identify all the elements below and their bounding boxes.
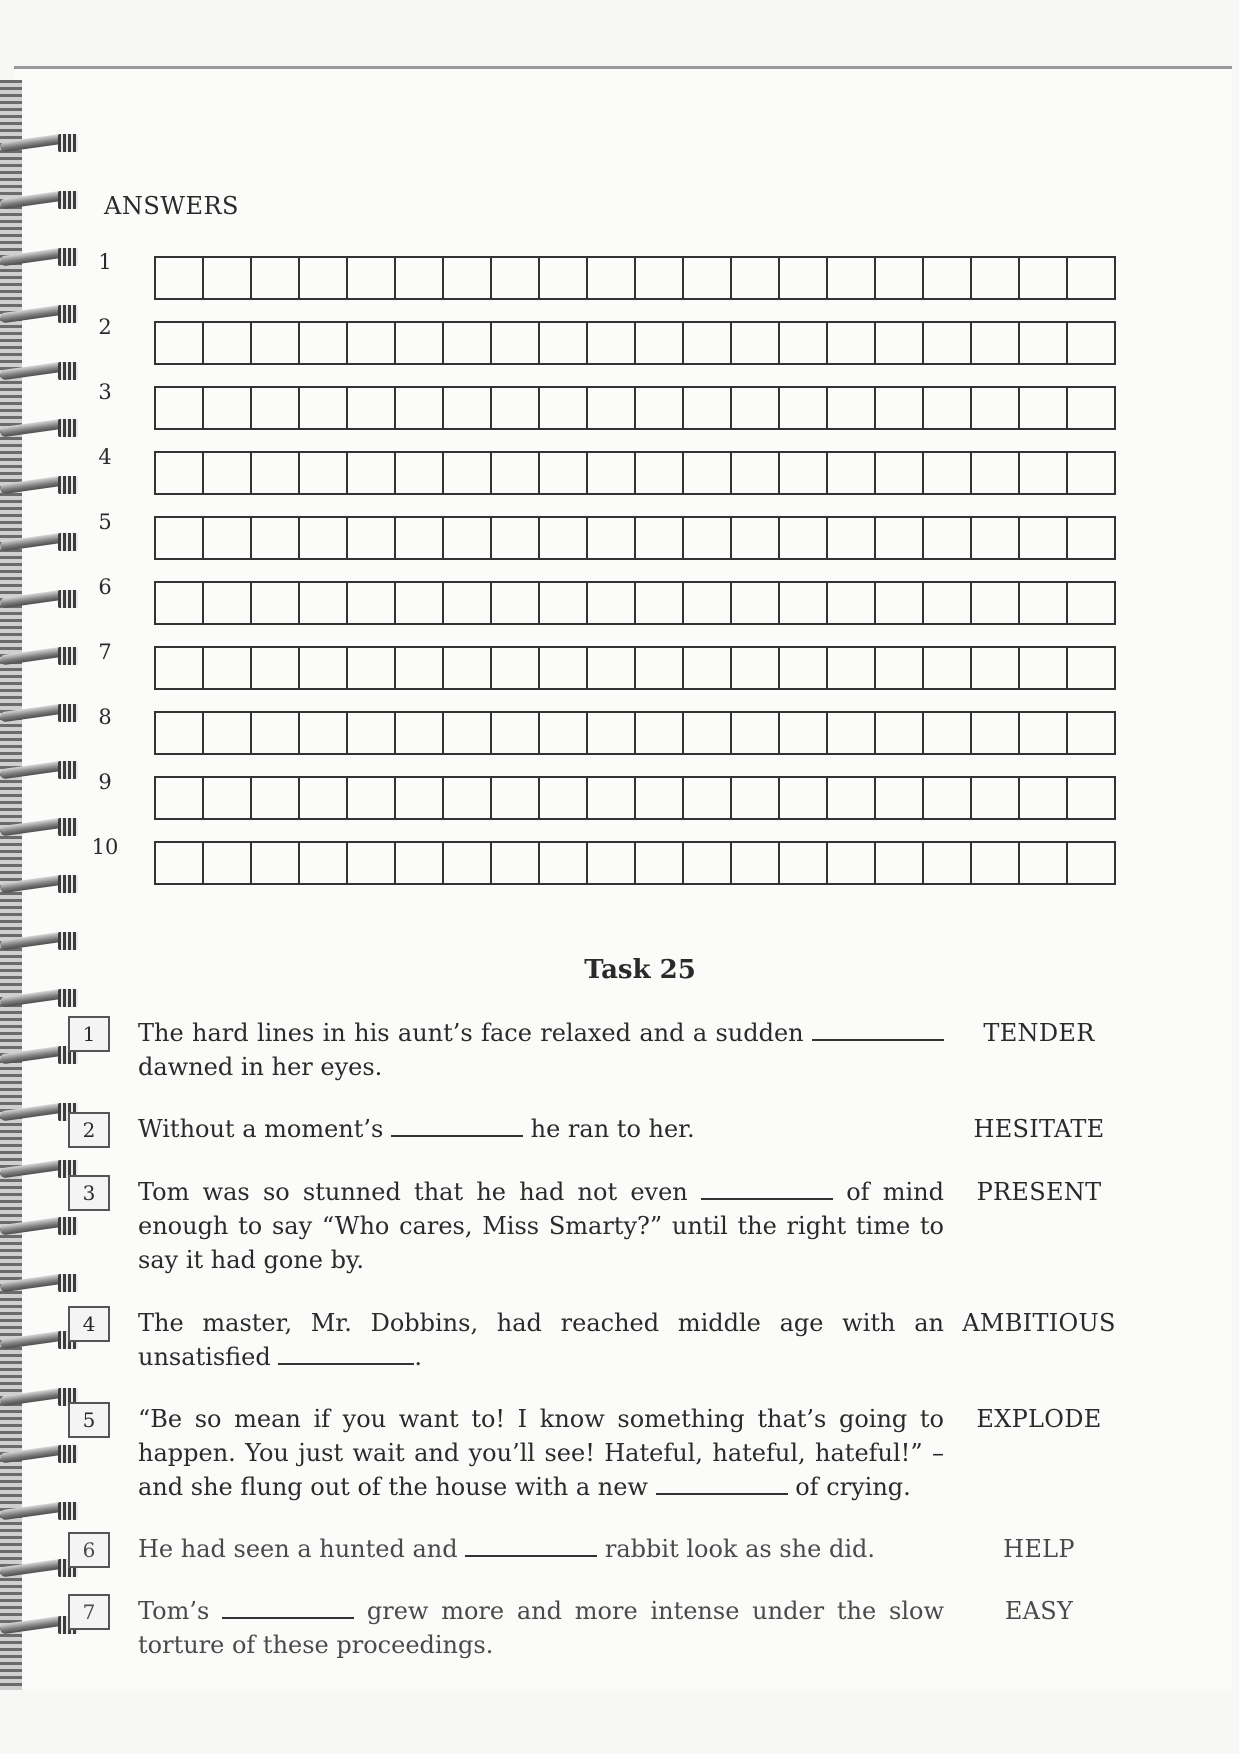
answer-box[interactable] <box>684 388 732 428</box>
binding-coil <box>0 1268 82 1302</box>
answers-heading: ANSWERS <box>104 192 239 220</box>
keyword: HESITATE <box>973 1115 1105 1143</box>
answer-box[interactable] <box>828 583 876 623</box>
answer-box[interactable] <box>396 323 444 363</box>
answer-box[interactable] <box>924 648 972 688</box>
answer-box[interactable] <box>156 323 204 363</box>
keyword: EASY <box>1004 1597 1074 1625</box>
answer-box[interactable] <box>876 258 924 298</box>
answer-box[interactable] <box>252 713 300 753</box>
answer-box[interactable] <box>252 843 300 883</box>
task-title: Task 25 <box>584 955 696 985</box>
keyword: AMBITIOUS <box>962 1309 1116 1337</box>
answer-box[interactable] <box>396 713 444 753</box>
answer-box[interactable] <box>204 648 252 688</box>
answer-box[interactable] <box>588 323 636 363</box>
answer-box[interactable] <box>348 583 396 623</box>
answer-box[interactable] <box>876 453 924 493</box>
answer-box[interactable] <box>444 453 492 493</box>
answer-box[interactable] <box>252 778 300 818</box>
answer-box[interactable] <box>396 843 444 883</box>
answer-box[interactable] <box>492 388 540 428</box>
answer-box[interactable] <box>636 323 684 363</box>
binding-coil <box>0 242 82 276</box>
answer-box[interactable] <box>732 453 780 493</box>
answer-box[interactable] <box>444 518 492 558</box>
item-sentence: Tom’s grew more and more intense under the slow torture of these proceedings. <box>138 1597 944 1659</box>
binding-coil <box>0 470 82 504</box>
item-number: 7 <box>68 1594 110 1630</box>
answer-box[interactable] <box>204 843 252 883</box>
answer-box[interactable] <box>300 518 348 558</box>
answer-box[interactable] <box>732 583 780 623</box>
answer-row-number: 2 <box>98 315 112 339</box>
answer-box[interactable] <box>828 713 876 753</box>
answer-box[interactable] <box>300 323 348 363</box>
answer-box[interactable] <box>204 258 252 298</box>
answer-box[interactable] <box>348 713 396 753</box>
answer-box[interactable] <box>156 778 204 818</box>
answer-box[interactable] <box>636 778 684 818</box>
answer-box[interactable] <box>1020 843 1068 883</box>
answer-row-number: 9 <box>98 770 112 794</box>
answer-box[interactable] <box>828 778 876 818</box>
answer-box[interactable] <box>636 648 684 688</box>
answer-box[interactable] <box>924 778 972 818</box>
answer-box[interactable] <box>396 518 444 558</box>
answer-box[interactable] <box>1020 583 1068 623</box>
answer-box[interactable] <box>492 518 540 558</box>
answer-box[interactable] <box>588 258 636 298</box>
answer-box[interactable] <box>348 843 396 883</box>
item-number: 1 <box>68 1016 110 1052</box>
binding-coil <box>0 299 82 333</box>
binding-coil <box>0 1439 82 1473</box>
binding-coil <box>0 812 82 846</box>
answer-box[interactable] <box>492 453 540 493</box>
answer-box[interactable] <box>684 323 732 363</box>
answer-box[interactable] <box>636 713 684 753</box>
answer-box[interactable] <box>156 518 204 558</box>
answer-box[interactable] <box>588 518 636 558</box>
answer-box[interactable] <box>204 518 252 558</box>
answer-box[interactable] <box>348 518 396 558</box>
binding-coil <box>0 698 82 732</box>
answer-row-number: 6 <box>98 575 112 599</box>
answer-box[interactable] <box>732 258 780 298</box>
answer-box[interactable] <box>972 778 1020 818</box>
binding-coil <box>0 641 82 675</box>
answer-box[interactable] <box>252 323 300 363</box>
answer-box[interactable] <box>540 843 588 883</box>
answer-boxes <box>154 321 1116 365</box>
answer-box[interactable] <box>156 453 204 493</box>
answer-box[interactable] <box>780 518 828 558</box>
answer-box[interactable] <box>876 388 924 428</box>
answer-box[interactable] <box>780 388 828 428</box>
answer-box[interactable] <box>396 388 444 428</box>
answer-box[interactable] <box>540 258 588 298</box>
answer-box[interactable] <box>492 583 540 623</box>
answer-blank[interactable] <box>812 1017 944 1041</box>
answer-box[interactable] <box>396 258 444 298</box>
answer-box[interactable] <box>300 388 348 428</box>
binding-coil <box>0 1496 82 1530</box>
answer-box[interactable] <box>636 453 684 493</box>
answer-box[interactable] <box>300 778 348 818</box>
answer-row-number: 4 <box>98 445 112 469</box>
answer-box[interactable] <box>588 648 636 688</box>
answer-box[interactable] <box>732 323 780 363</box>
answer-box[interactable] <box>876 323 924 363</box>
answer-box[interactable] <box>924 323 972 363</box>
answer-box[interactable] <box>732 388 780 428</box>
answer-row-number: 8 <box>98 705 112 729</box>
answer-box[interactable] <box>828 453 876 493</box>
answer-box[interactable] <box>540 713 588 753</box>
answer-box[interactable] <box>780 453 828 493</box>
item-number: 5 <box>68 1402 110 1438</box>
item-sentence: The master, Mr. Dobbins, had reached middle age with an unsatisfied . <box>138 1309 944 1371</box>
answer-box[interactable] <box>972 648 1020 688</box>
binding-coil <box>0 185 82 219</box>
answer-box[interactable] <box>588 778 636 818</box>
answer-box[interactable] <box>780 258 828 298</box>
answer-box[interactable] <box>540 648 588 688</box>
answer-box[interactable] <box>972 258 1020 298</box>
answer-box[interactable] <box>876 713 924 753</box>
binding-coil <box>0 413 82 447</box>
binding-coil <box>0 584 82 618</box>
answer-box[interactable] <box>684 713 732 753</box>
answer-box[interactable] <box>300 583 348 623</box>
answer-box[interactable] <box>348 388 396 428</box>
item-number: 4 <box>68 1306 110 1342</box>
answer-box[interactable] <box>972 583 1020 623</box>
answer-box[interactable] <box>540 778 588 818</box>
answer-box[interactable] <box>1068 258 1114 298</box>
answer-box[interactable] <box>252 518 300 558</box>
answer-box[interactable] <box>828 843 876 883</box>
answer-box[interactable] <box>732 713 780 753</box>
answer-box[interactable] <box>1020 648 1068 688</box>
answer-box[interactable] <box>204 323 252 363</box>
answer-box[interactable] <box>444 323 492 363</box>
binding-coil <box>0 527 82 561</box>
answer-box[interactable] <box>204 778 252 818</box>
answer-boxes <box>154 516 1116 560</box>
item-number: 3 <box>68 1175 110 1211</box>
answer-box[interactable] <box>684 258 732 298</box>
answer-box[interactable] <box>252 648 300 688</box>
answer-box[interactable] <box>396 583 444 623</box>
answer-boxes <box>154 581 1116 625</box>
answer-box[interactable] <box>828 323 876 363</box>
answer-box[interactable] <box>1020 258 1068 298</box>
answer-boxes <box>154 841 1116 885</box>
answer-box[interactable] <box>1020 713 1068 753</box>
answer-box[interactable] <box>492 843 540 883</box>
answer-box[interactable] <box>972 388 1020 428</box>
answer-box[interactable] <box>492 778 540 818</box>
answer-row-number: 7 <box>98 640 112 664</box>
answer-box[interactable] <box>1020 453 1068 493</box>
answer-box[interactable] <box>348 648 396 688</box>
answer-box[interactable] <box>540 453 588 493</box>
answer-box[interactable] <box>1068 583 1114 623</box>
answer-blank[interactable] <box>391 1113 523 1137</box>
answer-box[interactable] <box>300 648 348 688</box>
keyword: TENDER <box>983 1019 1095 1047</box>
answer-box[interactable] <box>204 583 252 623</box>
answer-box[interactable] <box>924 258 972 298</box>
answer-box[interactable] <box>972 843 1020 883</box>
answer-row-number: 5 <box>98 510 112 534</box>
answer-box[interactable] <box>732 843 780 883</box>
answer-box[interactable] <box>492 258 540 298</box>
answer-box[interactable] <box>588 453 636 493</box>
binding-coil <box>0 869 82 903</box>
answer-box[interactable] <box>1068 323 1114 363</box>
answer-box[interactable] <box>684 518 732 558</box>
binding-coil <box>0 128 82 162</box>
answer-box[interactable] <box>924 388 972 428</box>
answer-box[interactable] <box>1020 388 1068 428</box>
answer-box[interactable] <box>444 648 492 688</box>
answer-box[interactable] <box>684 843 732 883</box>
answer-box[interactable] <box>1020 323 1068 363</box>
answer-box[interactable] <box>1068 453 1114 493</box>
answer-box[interactable] <box>396 778 444 818</box>
answer-box[interactable] <box>204 453 252 493</box>
item-sentence: Without a moment’s he ran to her. <box>138 1115 695 1143</box>
answer-box[interactable] <box>684 648 732 688</box>
answer-box[interactable] <box>924 453 972 493</box>
answer-row-number: 1 <box>98 250 112 274</box>
answer-box[interactable] <box>1068 388 1114 428</box>
answer-box[interactable] <box>252 583 300 623</box>
answer-boxes <box>154 451 1116 495</box>
answer-blank[interactable] <box>701 1176 833 1200</box>
answer-box[interactable] <box>156 388 204 428</box>
answer-box[interactable] <box>540 388 588 428</box>
answer-boxes <box>154 646 1116 690</box>
answer-box[interactable] <box>300 258 348 298</box>
binding-coil <box>0 926 82 960</box>
answer-box[interactable] <box>828 648 876 688</box>
answer-box[interactable] <box>924 713 972 753</box>
answer-box[interactable] <box>876 648 924 688</box>
answer-box[interactable] <box>492 323 540 363</box>
answer-box[interactable] <box>444 258 492 298</box>
answer-box[interactable] <box>636 843 684 883</box>
binding-coil <box>0 755 82 789</box>
answer-box[interactable] <box>1020 778 1068 818</box>
answer-box[interactable] <box>540 583 588 623</box>
answer-boxes <box>154 711 1116 755</box>
answer-box[interactable] <box>540 518 588 558</box>
answer-box[interactable] <box>444 583 492 623</box>
answer-box[interactable] <box>444 388 492 428</box>
answer-row-number: 3 <box>98 380 112 404</box>
answer-box[interactable] <box>636 583 684 623</box>
answer-blank[interactable] <box>222 1595 354 1619</box>
answer-box[interactable] <box>924 843 972 883</box>
answer-box[interactable] <box>540 323 588 363</box>
answer-box[interactable] <box>684 583 732 623</box>
answer-row-number: 10 <box>91 835 119 859</box>
answer-box[interactable] <box>588 388 636 428</box>
answer-box[interactable] <box>972 713 1020 753</box>
answer-boxes <box>154 776 1116 820</box>
answer-box[interactable] <box>252 388 300 428</box>
answer-box[interactable] <box>492 648 540 688</box>
answer-box[interactable] <box>780 713 828 753</box>
answer-box[interactable] <box>348 778 396 818</box>
answer-box[interactable] <box>444 778 492 818</box>
answer-box[interactable] <box>156 843 204 883</box>
answer-box[interactable] <box>1068 778 1114 818</box>
answer-box[interactable] <box>972 453 1020 493</box>
item-sentence: “Be so mean if you want to! I know something that’s going to happen. You just wait and you’ll see! Hateful, hateful, hateful!” – and she flung out of the house with a new of crying. <box>138 1405 944 1501</box>
item-sentence: The hard lines in his aunt’s face relaxed and a sudden dawned in her eyes. <box>138 1016 944 1084</box>
answer-box[interactable] <box>156 648 204 688</box>
item-sentence: He had seen a hunted and rabbit look as she did. <box>138 1535 875 1563</box>
answer-box[interactable] <box>876 843 924 883</box>
answer-box[interactable] <box>876 778 924 818</box>
answer-box[interactable] <box>780 583 828 623</box>
item-number: 6 <box>68 1532 110 1568</box>
answer-box[interactable] <box>156 713 204 753</box>
answer-box[interactable] <box>780 778 828 818</box>
answer-box[interactable] <box>300 843 348 883</box>
answer-box[interactable] <box>396 648 444 688</box>
answer-box[interactable] <box>780 843 828 883</box>
answer-box[interactable] <box>636 388 684 428</box>
answer-box[interactable] <box>252 258 300 298</box>
binding-coil <box>0 983 82 1017</box>
keyword: EXPLODE <box>976 1405 1102 1433</box>
answer-boxes <box>154 256 1116 300</box>
answer-box[interactable] <box>732 518 780 558</box>
binding-coil <box>0 1211 82 1245</box>
answer-box[interactable] <box>1068 648 1114 688</box>
answer-box[interactable] <box>876 518 924 558</box>
answer-box[interactable] <box>732 648 780 688</box>
answer-box[interactable] <box>300 713 348 753</box>
answer-box[interactable] <box>636 518 684 558</box>
answer-box[interactable] <box>828 388 876 428</box>
answer-box[interactable] <box>492 713 540 753</box>
answer-box[interactable] <box>444 713 492 753</box>
answer-box[interactable] <box>300 453 348 493</box>
answer-box[interactable] <box>1068 713 1114 753</box>
answer-box[interactable] <box>684 778 732 818</box>
item-number: 2 <box>68 1112 110 1148</box>
answer-box[interactable] <box>828 258 876 298</box>
answer-box[interactable] <box>924 583 972 623</box>
answer-box[interactable] <box>252 453 300 493</box>
item-sentence: Tom was so stunned that he had not even of mind enough to say “Who cares, Miss Smarty?” until the right time to say it had gone by. <box>138 1178 944 1274</box>
answer-box[interactable] <box>1020 518 1068 558</box>
answer-box[interactable] <box>1068 518 1114 558</box>
answer-box[interactable] <box>780 323 828 363</box>
keyword: HELP <box>1003 1535 1075 1563</box>
answer-boxes <box>154 386 1116 430</box>
answer-blank[interactable] <box>465 1533 597 1557</box>
answer-box[interactable] <box>588 713 636 753</box>
answer-box[interactable] <box>204 388 252 428</box>
answer-box[interactable] <box>396 453 444 493</box>
answer-box[interactable] <box>876 583 924 623</box>
answer-box[interactable] <box>1068 843 1114 883</box>
keyword: PRESENT <box>976 1178 1102 1206</box>
answer-box[interactable] <box>732 778 780 818</box>
answer-box[interactable] <box>348 453 396 493</box>
answer-box[interactable] <box>348 323 396 363</box>
answer-box[interactable] <box>348 258 396 298</box>
answer-box[interactable] <box>204 713 252 753</box>
answer-box[interactable] <box>924 518 972 558</box>
answer-blank[interactable] <box>656 1471 788 1495</box>
answer-blank[interactable] <box>278 1341 414 1365</box>
answer-box[interactable] <box>588 583 636 623</box>
answer-box[interactable] <box>588 843 636 883</box>
answer-box[interactable] <box>636 258 684 298</box>
answer-box[interactable] <box>780 648 828 688</box>
answer-box[interactable] <box>156 583 204 623</box>
answer-box[interactable] <box>684 453 732 493</box>
answer-box[interactable] <box>828 518 876 558</box>
answer-box[interactable] <box>972 518 1020 558</box>
answer-box[interactable] <box>444 843 492 883</box>
answer-box[interactable] <box>972 323 1020 363</box>
answer-box[interactable] <box>156 258 204 298</box>
binding-coil <box>0 356 82 390</box>
